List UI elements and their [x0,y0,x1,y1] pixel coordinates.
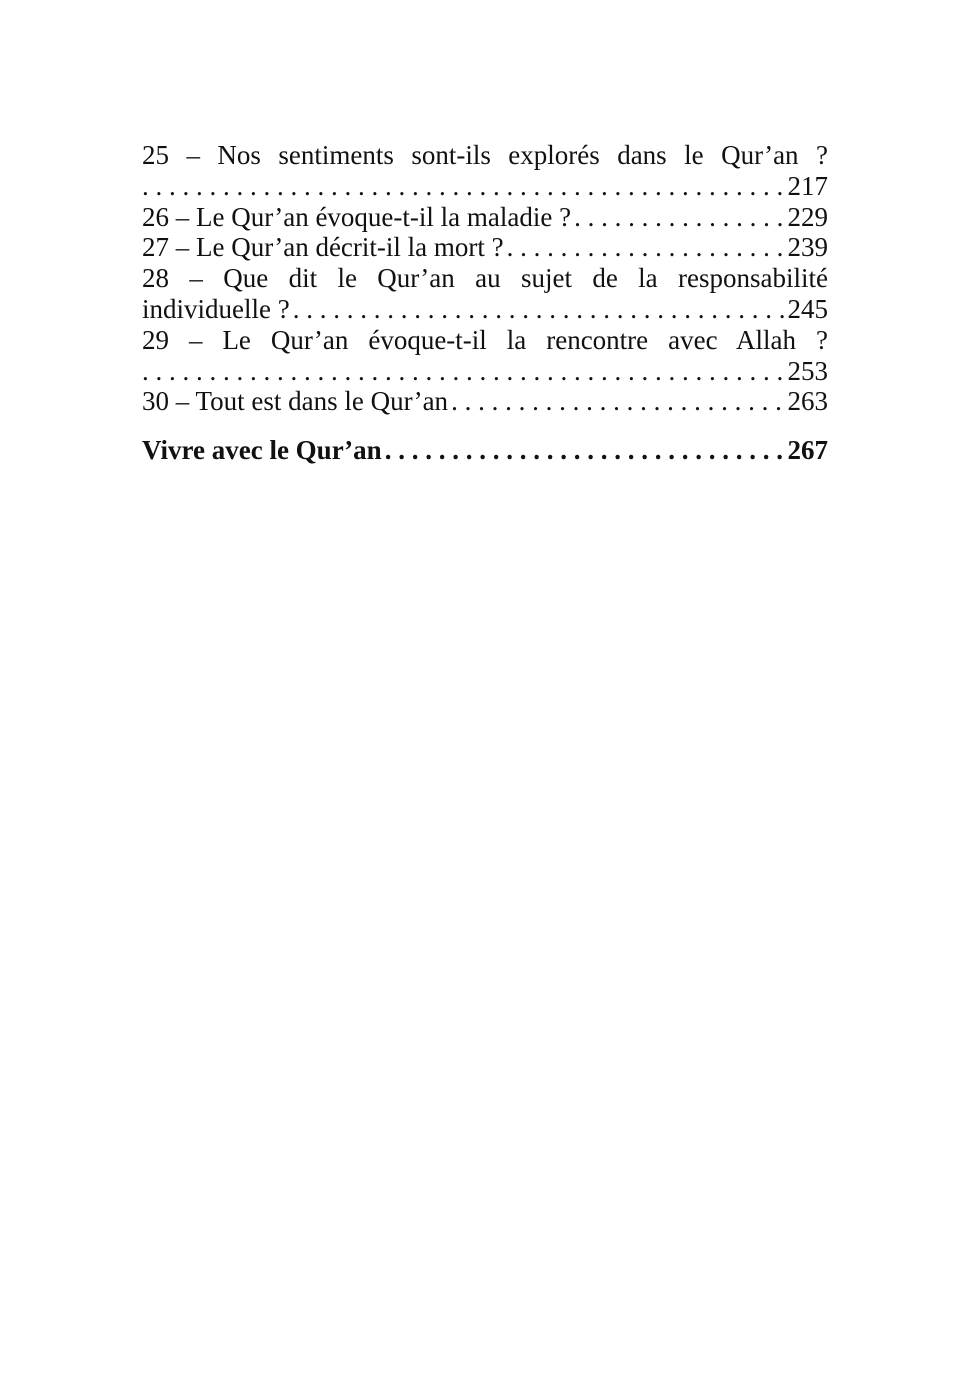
toc-entry-30 [142,386,828,417]
toc-entry-27 [142,232,828,263]
toc-entry-27-title: 27 – Le Qur’an décrit-il la mort ? [142,232,504,263]
toc-entry-25-page: 217 [787,170,828,201]
toc-entry-29-leader [142,356,828,387]
dot-leader [385,435,785,466]
toc-entry-26-page: 229 [787,201,828,232]
dot-leader [142,171,785,202]
toc-entry-26 [142,202,828,233]
toc-final-page: 267 [787,435,828,466]
toc-entry-30-page: 263 [787,386,828,417]
dot-leader [142,356,785,387]
toc-final-entry [142,435,828,466]
table-of-contents [142,140,828,466]
dot-leader [507,232,785,263]
toc-entry-29-page: 253 [787,355,828,386]
toc-entry-28-title-cont: individuelle ? [142,293,290,324]
toc-entry-30-title: 30 – Tout est dans le Qur’an [142,386,449,417]
dot-leader [451,386,784,417]
toc-entry-26-title: 26 – Le Qur’an évoque-t-il la maladie ? [142,201,572,232]
toc-entry-27-page: 239 [787,232,828,263]
toc-final-title: Vivre avec le Qur’an [142,435,382,466]
dot-leader [293,294,785,325]
toc-entry-25-leader [142,171,828,202]
toc-entry-29-title: 29 – Le Qur’an évoque-t-il la rencontre avec Allah ? [142,324,828,355]
toc-entry-28-leader [142,294,828,325]
toc-entry-28-title: 28 – Que dit le Qur’an au sujet de la responsabilité [142,263,828,294]
toc-entry-28-page: 245 [787,293,828,324]
dot-leader [574,202,784,233]
section-gap [142,417,828,435]
toc-entry-25-title: 25 – Nos sentiments sont-ils explorés dans le Qur’an ? [142,140,828,170]
